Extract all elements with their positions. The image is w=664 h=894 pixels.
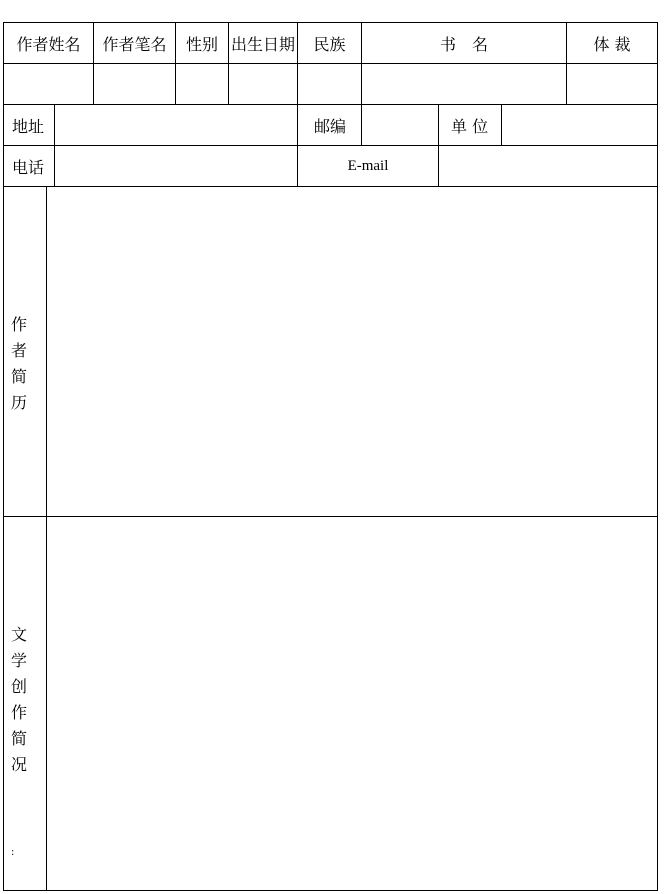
genre-header: 体 裁 bbox=[593, 34, 631, 54]
table-border-right bbox=[657, 22, 658, 891]
biography-char: 作 bbox=[10, 315, 27, 334]
phone-field[interactable] bbox=[55, 146, 297, 186]
birth-date-field[interactable] bbox=[229, 64, 297, 104]
biography-char: 者 bbox=[10, 341, 27, 360]
biography-char: 简 bbox=[10, 367, 27, 386]
phone-label: 电话 bbox=[12, 157, 45, 177]
creation-label bbox=[4, 622, 34, 778]
creation-content-area[interactable] bbox=[47, 517, 657, 890]
ethnicity-field[interactable] bbox=[298, 64, 361, 104]
creation-char: 文 bbox=[10, 625, 27, 644]
creation-char: 简 bbox=[10, 729, 27, 748]
creation-mark: : bbox=[11, 847, 15, 858]
book-title-field[interactable] bbox=[362, 64, 566, 104]
work-unit-field[interactable] bbox=[502, 105, 657, 145]
pen-name-header: 作者笔名 bbox=[102, 34, 167, 54]
book-title-header: 书 名 bbox=[439, 34, 488, 54]
genre-field[interactable] bbox=[567, 64, 657, 104]
ethnicity-header: 民族 bbox=[313, 34, 346, 54]
pen-name-field[interactable] bbox=[94, 64, 175, 104]
work-unit-label: 单 位 bbox=[451, 116, 489, 136]
gender-field[interactable] bbox=[176, 64, 228, 104]
email-label: E-mail bbox=[347, 157, 389, 174]
biography-label bbox=[4, 312, 34, 416]
table-border-bottom bbox=[3, 890, 658, 891]
postcode-label: 邮编 bbox=[314, 116, 347, 136]
postcode-field[interactable] bbox=[362, 105, 438, 145]
birth-date-header: 出生日期 bbox=[230, 34, 295, 54]
author-name-header: 作者姓名 bbox=[16, 34, 81, 54]
address-field[interactable] bbox=[55, 105, 297, 145]
biography-content-area[interactable] bbox=[47, 187, 657, 516]
author-name-field[interactable] bbox=[4, 64, 93, 104]
email-field[interactable] bbox=[439, 146, 657, 186]
creation-char: 创 bbox=[10, 677, 27, 696]
creation-char: 学 bbox=[10, 651, 27, 670]
creation-char: 作 bbox=[10, 703, 27, 722]
creation-char: 况 bbox=[10, 755, 27, 774]
gender-header: 性别 bbox=[185, 34, 218, 54]
biography-char: 历 bbox=[10, 393, 27, 412]
address-label: 地址 bbox=[12, 116, 45, 136]
